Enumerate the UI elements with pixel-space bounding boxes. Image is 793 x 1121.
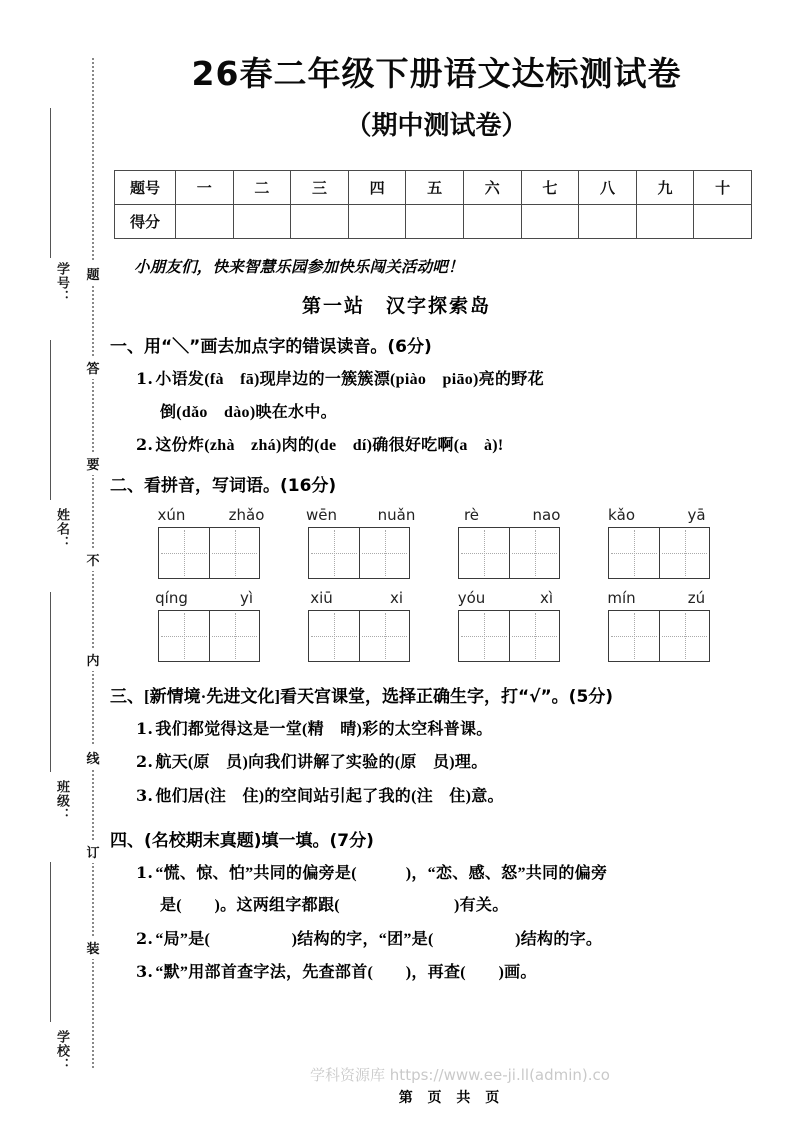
pinyin-8-syllable-1: mín [607,588,636,607]
station-title: 第一站 汉字探索岛 [301,295,491,317]
score-table-col-8: 八 [579,171,637,205]
pinyin-word-group-5 [134,589,284,662]
watermark-text: 学科资源库 https://www.ee-ji.ll(admin).co [310,1066,610,1084]
score-cell-7[interactable] [521,205,579,239]
pinyin-7-syllable-1: yóu [457,588,486,607]
question-4-item-1 [136,862,793,885]
tianzige-7-cell-2[interactable] [509,611,559,661]
pinyin-2-syllable-2: nuǎn [377,505,416,524]
question-3-item-1 [136,718,793,741]
seal-char-4: 内 [79,648,107,671]
seal-char-6: 订 [79,840,107,863]
tianzige-4[interactable] [608,527,710,579]
pinyin-label-4 [584,506,734,524]
question-3-item-3-text: 他们居(注 住)的空间站引起了我的(注 住)意。 [155,787,504,805]
page-subtitle: （期中测试卷） [345,111,528,141]
question-4-item-1-text: “慌、惊、怕”共同的偏旁是( )，“恋、感、怒”共同的偏旁 [155,864,608,882]
pinyin-4-syllable-2: yā [687,505,706,524]
tianzige-3[interactable] [458,527,560,579]
tianzige-1-cell-2[interactable] [209,528,259,578]
student-info-column [34,0,68,1121]
score-cell-6[interactable] [463,205,521,239]
pinyin-5-syllable-2: yì [239,588,254,607]
question-3-item-2-number: 2. [136,752,154,772]
question-4-item-2-text: “局”是( )结构的字，“团”是( )结构的字。 [155,930,603,948]
tianzige-1[interactable] [158,527,260,579]
student-class-label: 班级： [54,780,69,822]
score-cell-1[interactable] [176,205,234,239]
tianzige-2[interactable] [308,527,410,579]
page-footer: 第 页 共 页 [398,1090,505,1106]
question-1-item-2-text: 这份炸(zhà zhá)肉的(de dí)确很好吃啊(a à)! [155,437,504,455]
score-cell-2[interactable] [233,205,291,239]
pinyin-2-syllable-1: wēn [305,505,337,524]
question-3-item-2 [136,751,793,774]
score-table-row-label-1: 得分 [115,205,176,239]
binding-margin [0,0,110,1121]
seal-char-5: 线 [79,746,107,769]
question-3-item-2-text: 航天(原 员)向我们讲解了实验的(原 员)理。 [155,754,488,772]
score-cell-8[interactable] [579,205,637,239]
question-4-item-1-cont-text: 是( )。这两组字都跟( )有关。 [160,897,509,915]
tianzige-8-cell-2[interactable] [659,611,709,661]
score-table-col-4: 四 [348,171,406,205]
tianzige-8-cell-1[interactable] [609,611,659,661]
tianzige-2-cell-2[interactable] [359,528,409,578]
score-cell-4[interactable] [348,205,406,239]
pinyin-label-6 [284,589,434,607]
intro-text: 小朋友们，快来智慧乐园参加快乐闯关活动吧！ [134,259,464,276]
info-rule-2 [50,340,51,500]
student-id-label: 学号： [54,262,69,304]
question-4-item-2-number: 2. [136,928,154,948]
info-rule-3 [50,592,51,772]
page-title: 26春二年级下册语文达标测试卷 [191,54,682,93]
question-3-heading-main: 看天宫课堂，选择正确生字，打“√”。(5分) [280,686,614,707]
tianzige-1-cell-1[interactable] [159,528,209,578]
score-cell-5[interactable] [406,205,464,239]
tianzige-6[interactable] [308,610,410,662]
tianzige-5-cell-2[interactable] [209,611,259,661]
score-table [114,170,752,239]
question-2-heading: 二、看拼音，写词语。(16分) [110,475,337,496]
score-cell-10[interactable] [694,205,752,239]
question-4-item-3 [136,961,793,984]
question-4-item-3-number: 3. [136,962,154,982]
pinyin-5-syllable-1: qíng [155,588,188,607]
seal-char-0: 题 [79,262,107,285]
student-name-label: 姓名： [54,508,69,550]
pinyin-7-syllable-2: xì [539,588,554,607]
question-1-item-1-cont [160,402,793,424]
pinyin-6-syllable-1: xiū [310,588,333,607]
pinyin-label-5 [134,589,284,607]
question-3-heading [110,682,793,707]
pinyin-word-group-8 [584,589,734,662]
tianzige-3-cell-1[interactable] [459,528,509,578]
pinyin-1-syllable-2: zhǎo [228,505,265,524]
pinyin-grid-row-2 [110,589,793,662]
score-table-header-row [115,171,752,205]
pinyin-word-group-7 [434,589,584,662]
question-1-item-2-number: 2. [136,435,154,455]
question-3-heading-tag: 三、[新情境·先进文化] [110,686,280,706]
seal-char-2: 要 [79,452,107,475]
pinyin-label-3 [434,506,584,524]
question-4-item-1-cont [160,895,793,917]
info-rule-4 [50,862,51,1022]
question-1-item-1-text: 小语发(fà fā)现岸边的一簇簇漂(piào piāo)亮的野花 [155,371,544,388]
pinyin-6-syllable-2: xi [389,588,404,607]
tianzige-4-cell-2[interactable] [659,528,709,578]
tianzige-2-cell-1[interactable] [309,528,359,578]
question-3-item-1-text: 我们都觉得这是一堂(精 晴)彩的太空科普课。 [155,720,493,738]
exam-paper-body [110,0,793,1121]
score-table-col-5: 五 [406,171,464,205]
question-1-item-2 [136,434,793,457]
pinyin-word-group-1 [134,506,284,579]
score-table-row-label-0: 题号 [115,171,176,205]
student-school-label: 学校： [54,1030,69,1072]
seal-char-1: 答 [79,356,107,379]
pinyin-label-1 [134,506,284,524]
question-1-heading: 一、用“＼”画去加点字的错误读音。(6分) [110,337,432,357]
seal-char-7: 装 [79,936,107,959]
tianzige-6-cell-1[interactable] [309,611,359,661]
score-table-col-6: 六 [463,171,521,205]
pinyin-label-7 [434,589,584,607]
tianzige-5-cell-1[interactable] [159,611,209,661]
pinyin-1-syllable-1: xún [157,505,186,524]
score-table-col-2: 二 [233,171,291,205]
pinyin-label-2 [284,506,434,524]
score-table-col-10: 十 [694,171,752,205]
question-3-item-3 [136,785,793,808]
tianzige-8[interactable] [608,610,710,662]
pinyin-word-group-6 [284,589,434,662]
question-4-heading: 四、(名校期末真题)填一填。(7分) [110,830,374,851]
question-4-item-2 [136,928,793,951]
pinyin-label-8 [584,589,734,607]
pinyin-word-group-2 [284,506,434,579]
seal-char-3: 不 [79,548,107,571]
tianzige-7[interactable] [458,610,560,662]
question-3-item-1-number: 1. [136,718,154,738]
pinyin-word-group-4 [584,506,734,579]
question-4-item-3-text: “默”用部首查字法，先查部首( )，再查( )画。 [155,964,537,982]
question-1-item-1-cont-text: 倒(dǎo dào)映在水中。 [160,403,337,421]
question-1-item-1-number: 1. [136,369,154,388]
pinyin-word-group-3 [434,506,584,579]
score-table-col-3: 三 [291,171,349,205]
tianzige-7-cell-1[interactable] [459,611,509,661]
tianzige-3-cell-2[interactable] [509,528,559,578]
question-1-item-1 [136,368,793,391]
score-table-col-9: 九 [636,171,694,205]
tianzige-5[interactable] [158,610,260,662]
seal-line-column [78,0,108,1121]
tianzige-4-cell-1[interactable] [609,528,659,578]
pinyin-3-syllable-1: rè [463,505,480,524]
pinyin-grid-row-1 [110,506,793,579]
score-table-score-row [115,205,752,239]
score-cell-9[interactable] [636,205,694,239]
score-cell-3[interactable] [291,205,349,239]
score-table-col-7: 七 [521,171,579,205]
pinyin-4-syllable-1: kǎo [607,505,636,524]
question-4-item-1-number: 1. [136,862,154,882]
info-rule-1 [50,108,51,258]
pinyin-3-syllable-2: nao [532,505,561,524]
score-table-col-1: 一 [176,171,234,205]
pinyin-8-syllable-2: zú [687,588,706,607]
question-3-item-3-number: 3. [136,785,154,805]
tianzige-6-cell-2[interactable] [359,611,409,661]
